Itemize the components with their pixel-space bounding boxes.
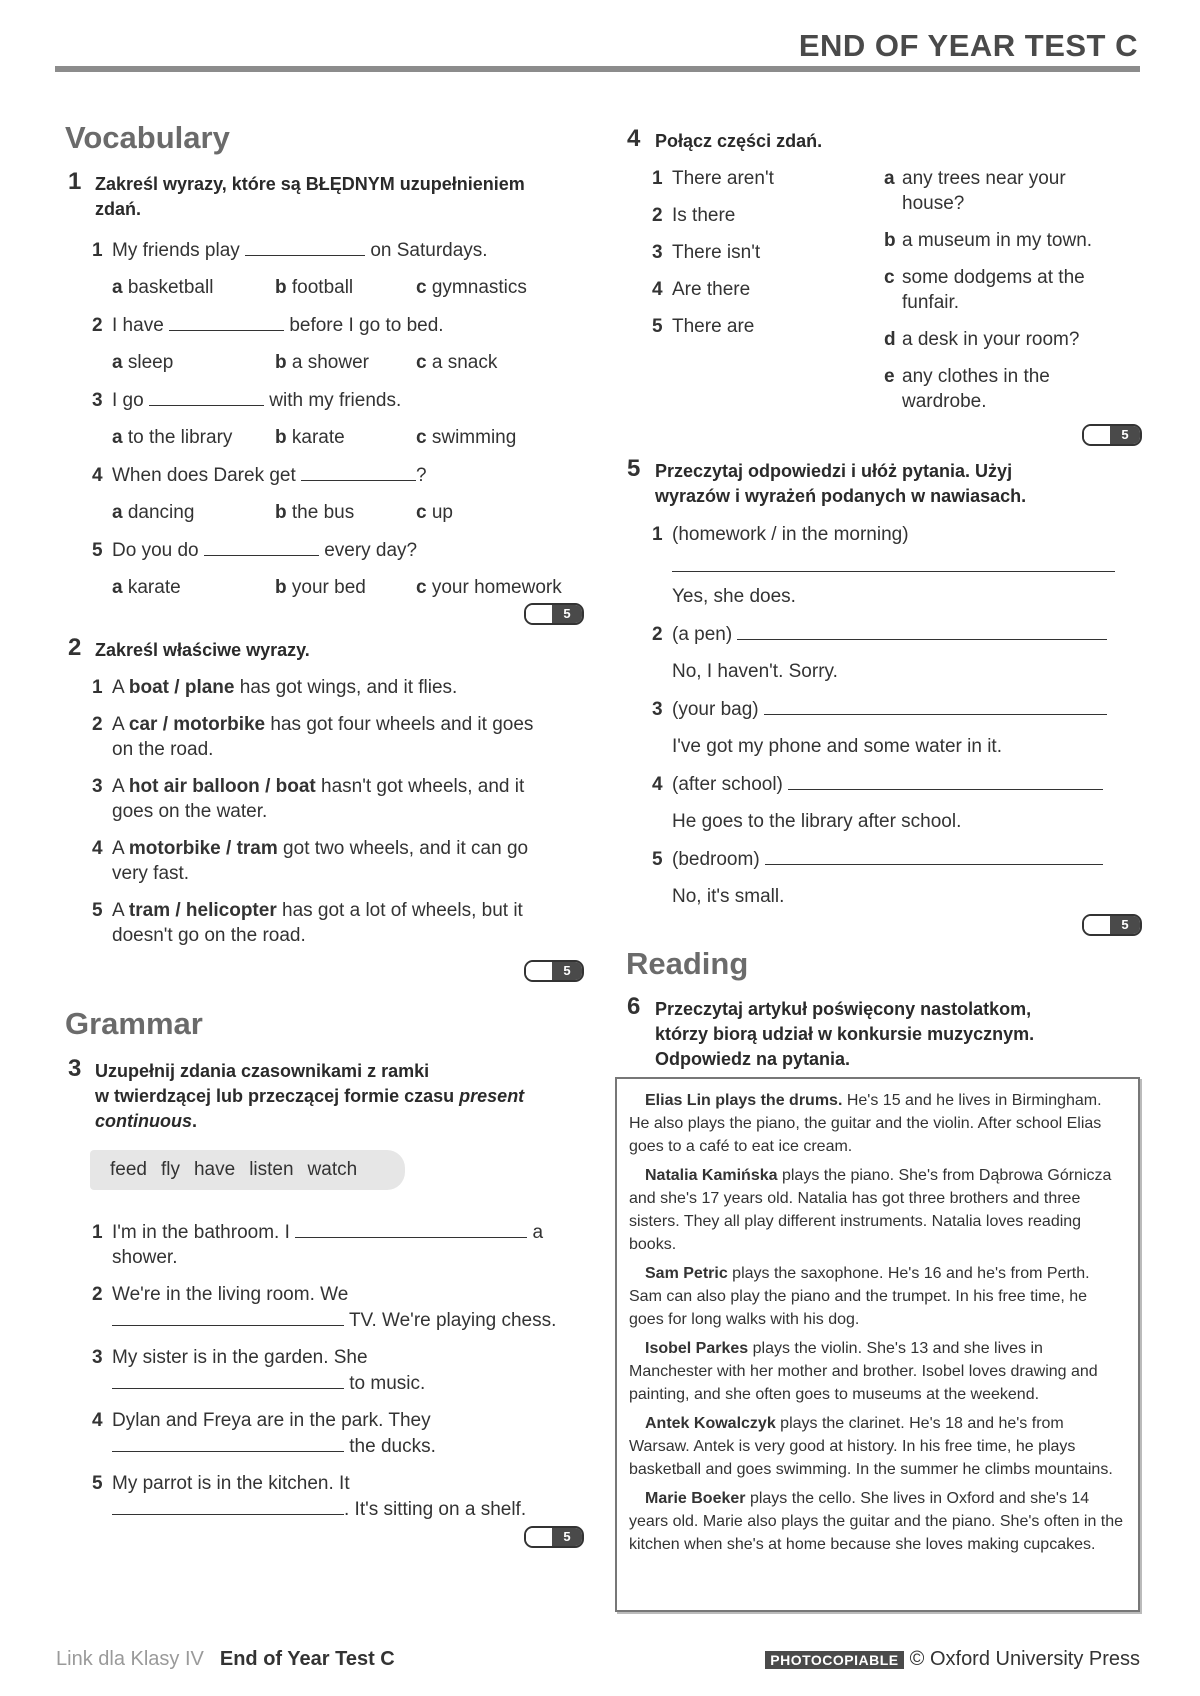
- photocopiable-badge: PHOTOCOPIABLE: [765, 1651, 903, 1669]
- exercise-number: 4: [627, 125, 641, 152]
- exercise-number: 1: [68, 168, 82, 195]
- given-answer: No, I haven't. Sorry.: [672, 661, 838, 682]
- list-item-continuation: on the road.: [112, 739, 214, 760]
- exercise-3-items: [92, 1219, 556, 1522]
- answer-blank[interactable]: [112, 1433, 344, 1452]
- list-item: 3 My sister is in the garden. She: [92, 1347, 368, 1368]
- answer-blank[interactable]: [765, 846, 1103, 865]
- given-answer: I've got my phone and some water in it.: [672, 736, 1002, 757]
- answer-blank[interactable]: [169, 312, 284, 331]
- answer-options: [92, 275, 562, 300]
- list-item: a any trees near your: [884, 168, 1066, 189]
- exercise-5-items: [652, 522, 1115, 909]
- item-number: 3: [92, 390, 103, 411]
- list-item-continuation: funfair.: [902, 292, 960, 313]
- answer-blank[interactable]: [245, 237, 365, 256]
- score-badge: 5: [1082, 914, 1142, 936]
- list-item-continuation: the ducks.: [92, 1433, 556, 1459]
- option-a[interactable]: a karate: [112, 577, 181, 598]
- choice-words[interactable]: car / motorbike: [128, 714, 266, 735]
- choice-words[interactable]: tram / helicopter: [128, 900, 277, 921]
- answer-blank[interactable]: [295, 1219, 527, 1238]
- list-item-continuation: doesn't go on the road.: [112, 925, 306, 946]
- list-item: 4 A motorbike / tram got two wheels, and it can go: [92, 838, 529, 859]
- answer-blank[interactable]: [112, 1307, 344, 1326]
- match-left-column: [652, 166, 774, 339]
- stem-text: with my friends.: [269, 390, 402, 411]
- section-title-grammar: Grammar: [65, 1006, 203, 1041]
- list-item: 5 A tram / helicopter has got a lot of wheels, but it: [92, 900, 523, 921]
- article-paragraph: Sam Petric plays the saxophone. He's 16 and he's from Perth. Sam can also play the piano and the trumpet. In his free time, he goes for long walks with his dog.: [629, 1265, 1090, 1328]
- option-a[interactable]: a sleep: [112, 352, 174, 373]
- footer-left: [56, 1648, 395, 1671]
- choice-words[interactable]: motorbike / tram: [128, 838, 278, 859]
- option-c[interactable]: c a snack: [416, 352, 498, 373]
- list-item-continuation: very fast.: [112, 863, 190, 884]
- list-item: 5 My parrot is in the kitchen. It: [92, 1473, 350, 1494]
- exercise-number: 5: [627, 455, 641, 482]
- option-a[interactable]: a basketball: [112, 277, 214, 298]
- item-number: 5: [92, 540, 103, 561]
- answer-blank[interactable]: [204, 537, 319, 556]
- option-c[interactable]: c gymnastics: [416, 277, 527, 298]
- list-item: 2 (a pen): [652, 621, 1115, 647]
- list-item: b a museum in my town.: [884, 230, 1093, 251]
- given-answer: No, it's small.: [672, 886, 785, 907]
- exercise-number: 3: [68, 1055, 82, 1082]
- article-paragraph: Natalia Kamińska plays the piano. She's from Dąbrowa Górnicza and she's 17 years old. Natalia has got three brothers and three sisters. They all play different instruments. Natalia loves reading books.: [629, 1167, 1112, 1253]
- question-stem: [92, 387, 562, 413]
- option-a[interactable]: a to the library: [112, 427, 233, 448]
- option-b[interactable]: b your bed: [275, 577, 366, 598]
- option-b[interactable]: b karate: [275, 427, 345, 448]
- list-item-continuation: wardrobe.: [902, 391, 987, 412]
- list-item-continuation: house?: [902, 193, 965, 214]
- item-number: 1: [92, 240, 103, 261]
- instruction-line: Przeczytaj odpowiedzi i ułóż pytania. Użyj: [655, 461, 1013, 481]
- stem-text: ?: [416, 465, 427, 486]
- instruction-line: wyrazów i wyrażeń podanych w nawiasach.: [655, 486, 1027, 506]
- question-stem: [92, 237, 562, 263]
- word-box: [90, 1150, 405, 1190]
- footer-test-name: End of Year Test C: [219, 1648, 395, 1670]
- score-badge: 5: [1082, 424, 1142, 446]
- footer-right: [765, 1648, 1140, 1671]
- list-item: 3 A hot air balloon / boat hasn't got wheels, and it: [92, 776, 525, 797]
- article-paragraph: Elias Lin plays the drums. He's 15 and he lives in Birmingham. He also plays the piano, the guitar and the violin. After school Elias goes to a café to eat ice cream.: [629, 1092, 1102, 1155]
- list-item-continuation: shower.: [112, 1247, 178, 1268]
- list-item: 1 There aren't: [652, 168, 774, 189]
- exercise-instruction: [95, 1059, 524, 1134]
- list-item: 2 Is there: [652, 205, 736, 226]
- given-answer: Yes, she does.: [672, 586, 796, 607]
- list-item: 4 (after school): [652, 771, 1115, 797]
- option-b[interactable]: b a shower: [275, 352, 369, 373]
- option-a[interactable]: a dancing: [112, 502, 195, 523]
- instruction-line: continuous.: [95, 1111, 198, 1131]
- answer-options: [92, 575, 562, 600]
- option-c[interactable]: c swimming: [416, 427, 517, 448]
- list-item: 1 (homework / in the morning): [652, 524, 909, 545]
- score-badge: 5: [524, 960, 584, 982]
- exercise-instruction: Połącz części zdań.: [655, 131, 823, 151]
- question-stem: [92, 312, 562, 338]
- instruction-line: Przeczytaj artykuł poświęcony nastolatkom,: [655, 999, 1032, 1019]
- word-box-item: listen: [249, 1159, 294, 1180]
- word-box-item: fly: [160, 1159, 180, 1180]
- instruction-line: zdań.: [95, 199, 142, 219]
- list-item: d a desk in your room?: [884, 329, 1080, 350]
- exercise-number: 2: [68, 634, 82, 661]
- stem-text: When does Darek get: [112, 465, 296, 486]
- list-item: 5 (bedroom): [652, 846, 1115, 872]
- instruction-line: którzy biorą udział w konkursie muzycznym.: [655, 1024, 1035, 1044]
- exercise-2-items: [92, 675, 582, 948]
- answer-blank[interactable]: [737, 621, 1107, 640]
- stem-text: My friends play: [112, 240, 240, 261]
- choice-words[interactable]: hot air balloon / boat: [128, 776, 316, 797]
- footer-series: Link dla Klasy IV: [56, 1648, 204, 1670]
- stem-text: on Saturdays.: [370, 240, 488, 261]
- list-item: 1 I'm in the bathroom. I a: [92, 1219, 556, 1245]
- answer-options: [92, 350, 562, 375]
- page-header-title: END OF YEAR TEST C: [798, 28, 1138, 63]
- stem-text: every day?: [324, 540, 418, 561]
- instruction-line: w twierdzącej lub przeczącej formie czasu present: [95, 1086, 525, 1106]
- list-item-continuation: goes on the water.: [112, 801, 268, 822]
- copyright-text: © Oxford University Press: [909, 1648, 1140, 1670]
- reading-article: [615, 1077, 1140, 1612]
- list-item-continuation: TV. We're playing chess.: [92, 1307, 556, 1333]
- word-box-item: watch: [307, 1159, 358, 1180]
- answer-blank[interactable]: [112, 1496, 344, 1515]
- instruction-line: Zakreśl wyrazy, które są BŁĘDNYM uzupełnieniem: [95, 174, 525, 194]
- list-item: c some dodgems at the: [884, 267, 1085, 288]
- option-b[interactable]: b the bus: [275, 502, 355, 523]
- item-number: 4: [92, 465, 103, 486]
- answer-blank[interactable]: [764, 696, 1107, 715]
- stem-text: I go: [112, 390, 144, 411]
- answer-options: [92, 425, 562, 450]
- list-item: 5 There are: [652, 316, 755, 337]
- header-rule: [55, 66, 1140, 72]
- list-item: 4 Are there: [652, 279, 751, 300]
- list-item: 1 A boat / plane has got wings, and it flies.: [92, 677, 458, 698]
- stem-text: I have: [112, 315, 164, 336]
- answer-options: [92, 500, 562, 525]
- given-answer: He goes to the library after school.: [672, 811, 962, 832]
- instruction-line: Odpowiedz na pytania.: [655, 1049, 851, 1069]
- score-badge: 5: [524, 1526, 584, 1548]
- list-item: 3 (your bag): [652, 696, 1115, 722]
- stem-text: before I go to bed.: [289, 315, 444, 336]
- answer-blank[interactable]: [149, 387, 264, 406]
- answer-line[interactable]: [672, 555, 1115, 572]
- option-c[interactable]: c up: [416, 502, 453, 523]
- section-title-vocabulary: Vocabulary: [65, 120, 230, 155]
- list-item-continuation: to music.: [92, 1370, 556, 1396]
- answer-blank[interactable]: [301, 462, 416, 481]
- choice-words[interactable]: boat / plane: [128, 677, 235, 698]
- question-stem: [92, 462, 562, 488]
- match-right-column: [884, 166, 1092, 414]
- exercise-instruction: [655, 997, 1034, 1072]
- option-c[interactable]: c your homework: [416, 577, 562, 598]
- list-item: 2 We're in the living room. We: [92, 1284, 349, 1305]
- article-paragraph: Antek Kowalczyk plays the clarinet. He's 18 and he's from Warsaw. Antek is very good at history. In his free time, he plays basketball and goes swimming. In the summer he climbs mountains.: [629, 1415, 1113, 1478]
- answer-blank[interactable]: [788, 771, 1103, 790]
- article-paragraph: Marie Boeker plays the cello. She lives in Oxford and she's 14 years old. Marie also plays the guitar and the piano. She's often in the kitchen when she's at home because she loves making cupcakes.: [629, 1490, 1124, 1553]
- list-item: e any clothes in the: [884, 366, 1050, 387]
- section-title-reading: Reading: [626, 946, 749, 981]
- exercise-instruction: Zakreśl właściwe wyrazy.: [95, 640, 310, 660]
- exercise-1-items: [92, 237, 562, 600]
- stem-text: Do you do: [112, 540, 199, 561]
- list-item-continuation: . It's sitting on a shelf.: [92, 1496, 556, 1522]
- score-badge: 5: [524, 603, 584, 625]
- option-b[interactable]: b football: [275, 277, 354, 298]
- exercise-instruction: [95, 172, 525, 222]
- word-box-item: feed: [110, 1159, 147, 1180]
- article-paragraph: Isobel Parkes plays the violin. She's 13 and she lives in Manchester with her mother and brother. Isobel loves drawing and painting, and she often goes to museums at the weekend.: [629, 1340, 1098, 1403]
- item-number: 2: [92, 315, 103, 336]
- list-item: 3 There isn't: [652, 242, 761, 263]
- answer-blank[interactable]: [112, 1370, 344, 1389]
- word-box-item: have: [193, 1159, 236, 1180]
- list-item: 4 Dylan and Freya are in the park. They: [92, 1410, 431, 1431]
- exercise-instruction: [655, 459, 1026, 509]
- instruction-line: Uzupełnij zdania czasownikami z ramki: [95, 1061, 430, 1081]
- list-item: 2 A car / motorbike has got four wheels and it goes: [92, 714, 534, 735]
- exercise-number: 6: [627, 993, 641, 1020]
- question-stem: [92, 537, 562, 563]
